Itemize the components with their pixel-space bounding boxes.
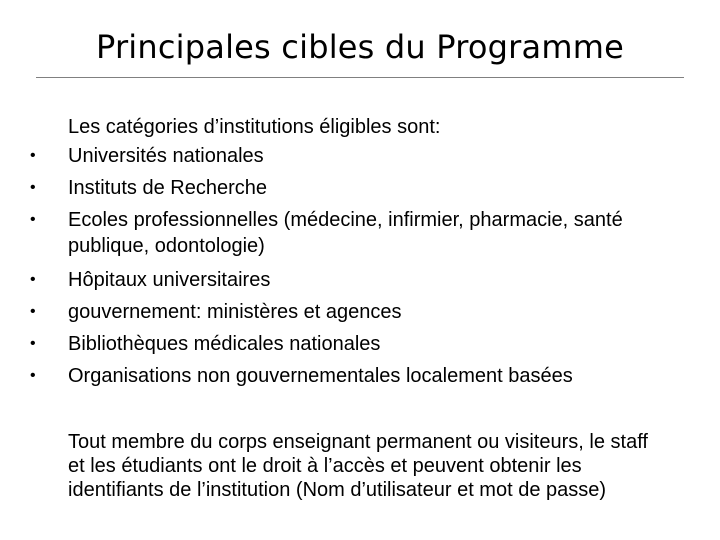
slide-title: Principales cibles du Programme (96, 28, 624, 66)
list-item (0, 331, 648, 357)
list-item (0, 175, 648, 201)
list-item (0, 143, 648, 169)
list-item-text: Instituts de Recherche (68, 177, 267, 199)
bullet-icon: • (30, 335, 36, 352)
list-item (0, 207, 648, 259)
list-item-text: gouvernement: ministères et agences (68, 301, 402, 323)
bullet-icon: • (30, 179, 36, 196)
bullet-icon: • (30, 303, 36, 320)
title-divider (36, 77, 684, 78)
bullet-icon: • (30, 147, 36, 164)
access-paragraph: Tout membre du corps enseignant permanent ou visiteurs, le staff et les étudiants ont le droit à l’accès et peuvent obtenir les identifiants de l’institution (Nom d’utilisateur et mot de passe) (68, 431, 648, 501)
bullet-icon: • (30, 367, 36, 384)
bullet-icon: • (30, 271, 36, 288)
bullet-icon: • (30, 211, 36, 228)
eligible-institutions-list (0, 143, 648, 395)
list-item (0, 363, 648, 389)
list-item-text: Universités nationales (68, 145, 264, 167)
list-item-text: Hôpitaux universitaires (68, 269, 271, 291)
intro-text: Les catégories d’institutions éligibles sont: (68, 116, 441, 138)
list-item (0, 267, 648, 293)
list-item-text: Bibliothèques médicales nationales (68, 333, 381, 355)
list-item-text: Ecoles professionnelles (médecine, infirmier, pharmacie, santé publique, odontologie) (68, 209, 623, 257)
list-item (0, 299, 648, 325)
list-item-text: Organisations non gouvernementales localement basées (68, 365, 573, 387)
